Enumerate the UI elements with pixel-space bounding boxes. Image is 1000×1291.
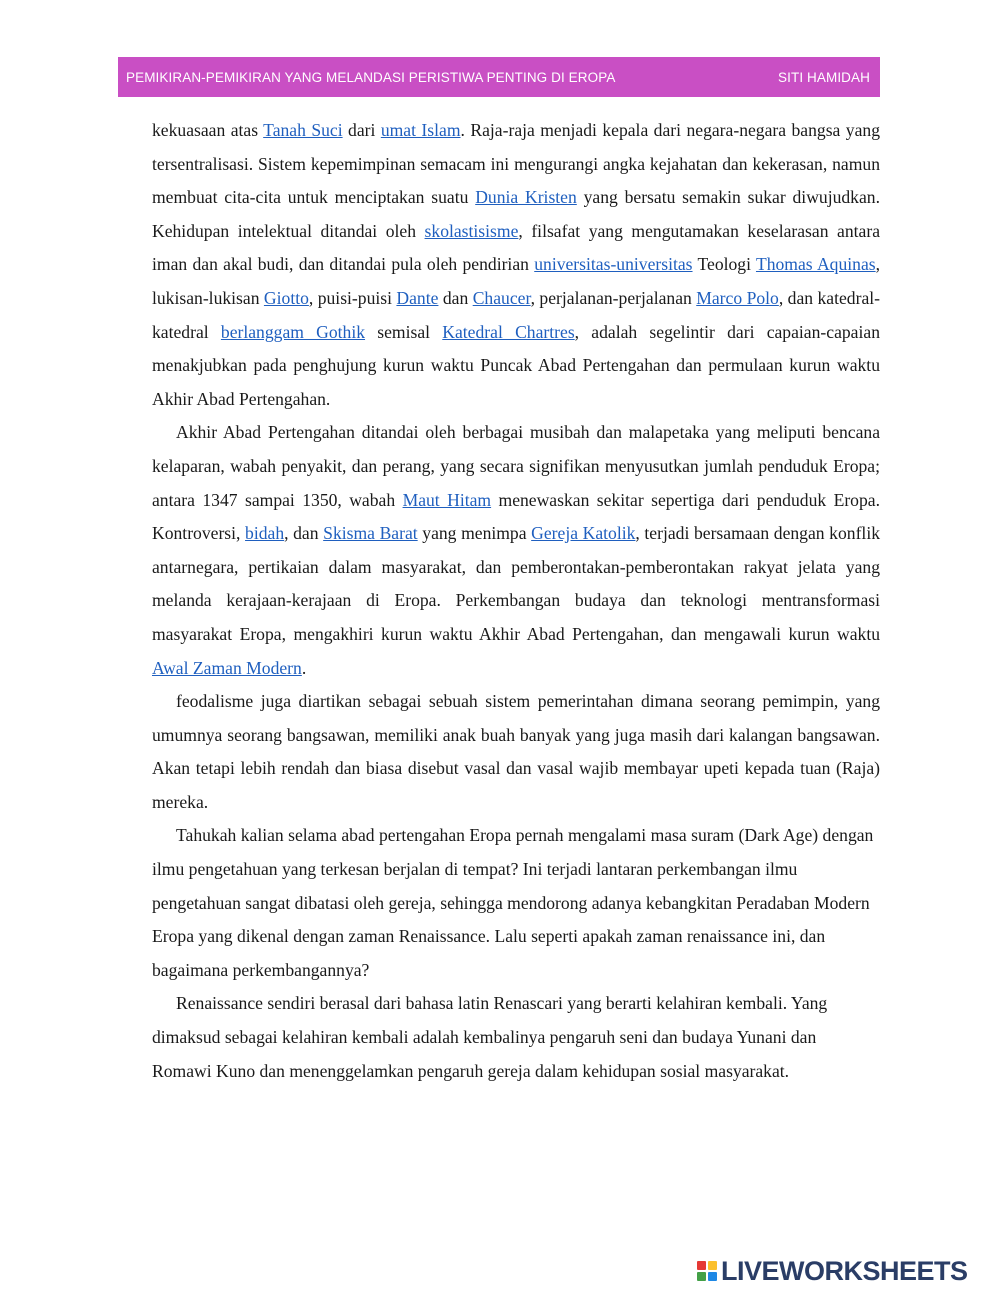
link-tanah-suci[interactable]: Tanah Suci: [263, 120, 343, 140]
text: , puisi-puisi: [308, 287, 397, 308]
header-author: SITI HAMIDAH: [778, 69, 870, 85]
link-dunia-kristen[interactable]: Dunia Kristen: [475, 187, 577, 208]
link-skolastisisme[interactable]: skolastisisme: [424, 220, 519, 241]
paragraph-3: feodalisme juga diartikan sebagai sebuah sistem pemerintahan dimana seorang pemimpin, yang umumnya seorang bangsawan, memiliki anak buah banyak yang juga masih dari kalangan bangsawan. Akan tetapi lebih rendah dan biasa disebut vasal dan vasal wajib membayar upeti kepada tuan (Raja) mereka.: [152, 691, 880, 812]
logo-square-green: [697, 1272, 706, 1281]
link-katedral-chartres[interactable]: Katedral Chartres: [442, 321, 575, 342]
text: , adalah segelintir dari capaian-capaian menakjubkan pada penghujung kurun waktu Puncak Abad Pertengahan dan permulaan kurun waktu Akhir Abad Pertengahan.: [152, 321, 880, 409]
text: dari: [342, 120, 381, 140]
text: semisal: [365, 321, 443, 342]
link-giotto[interactable]: Giotto: [263, 287, 309, 308]
text: yang menimpa: [417, 523, 532, 544]
logo-square-yellow: [708, 1261, 717, 1270]
text: menewaskan sekitar sepertiga dari penduduk Eropa. Kontroversi,: [152, 489, 880, 544]
text: Akhir Abad Pertengahan ditandai oleh berbagai musibah dan malapetaka yang meliputi bencana kelaparan, wabah penyakit, dan perang, yang secara signifikan menyusutkan jumlah penduduk Eropa; antara 1347 sampai 1350, wabah: [152, 422, 880, 510]
page-header: [118, 57, 880, 97]
text: , lukisan-lukisan: [152, 254, 881, 308]
text: . Raja-raja menjadi kepala dari negara-negara bangsa yang tersentralisasi. Sistem kepemimpinan semacam ini mengurangi angka kejahatan dan kekerasan, namun membuat cita-cita untuk menciptakan suatu: [152, 120, 880, 208]
link-universitas[interactable]: universitas-universitas: [534, 254, 693, 275]
link-skisma-barat[interactable]: Skisma Barat: [323, 523, 418, 544]
link-bidah[interactable]: bidah: [245, 523, 285, 544]
text: Teologi: [692, 254, 756, 275]
header-title: PEMIKIRAN-PEMIKIRAN YANG MELANDASI PERISTIWA PENTING DI EROPA: [126, 69, 616, 85]
link-dante[interactable]: Dante: [396, 287, 439, 308]
link-gereja-katolik[interactable]: Gereja Katolik: [531, 523, 636, 544]
text: , dan: [284, 523, 324, 544]
link-thomas-aquinas[interactable]: Thomas Aquinas: [755, 254, 876, 275]
link-marco-polo[interactable]: Marco Polo: [696, 287, 779, 308]
text: .: [301, 657, 307, 678]
paragraph-2: [152, 416, 880, 685]
logo-square-blue: [708, 1272, 717, 1281]
text: , perjalanan-perjalanan: [530, 287, 697, 308]
link-maut-hitam[interactable]: Maut Hitam: [402, 489, 492, 510]
link-umat-islam[interactable]: umat Islam: [380, 120, 461, 140]
text: yang bersatu semakin sukar diwujudkan. Kehidupan intelektual ditandai oleh: [152, 187, 880, 241]
text: kekuasaan atas: [152, 120, 264, 140]
logo-square-red: [697, 1261, 706, 1270]
paragraph-4: Tahukah kalian selama abad pertengahan Eropa pernah mengalami masa suram (Dark Age) dengan ilmu pengetahuan yang terkesan berjalan di tempat? Ini terjadi lantaran perkembangan ilmu pengetahuan sangat dibatasi oleh gereja, sehingga mendorong adanya kebangkitan Peradaban Modern Eropa yang dikenal dengan zaman Renaissance. Lalu seperti apakah zaman renaissance ini, dan bagaimana perkembangannya?: [152, 825, 874, 980]
text: , terjadi bersamaan dengan konflik antarnegara, pertikaian dalam masyarakat, dan pemberontakan-pemberontakan rakyat jelata yang melanda kerajaan-kerajaan di Eropa. Perkembangan budaya dan teknologi mentransformasi masyarakat Eropa, mengakhiri kurun waktu Akhir Abad Pertengahan, dan mengawali kurun waktu: [152, 523, 881, 644]
text: dan: [438, 287, 473, 308]
liveworksheets-logo: [697, 1256, 968, 1286]
link-awal-zaman-modern[interactable]: Awal Zaman Modern: [152, 657, 302, 678]
text: , filsafat yang mengutamakan keselarasan antara iman dan akal budi, dan ditandai pula oleh pendirian: [152, 220, 881, 275]
link-chaucer[interactable]: Chaucer: [472, 287, 531, 308]
logo-text: LIVEWORKSHEETS: [721, 1255, 968, 1286]
liveworksheets-logo-icon: [697, 1261, 717, 1281]
paragraph-1: [152, 114, 880, 416]
document-body: [152, 114, 880, 1088]
link-berlanggam-gothik[interactable]: berlanggam Gothik: [220, 321, 366, 342]
text: , dan katedral-katedral: [152, 287, 880, 342]
paragraph-5: Renaissance sendiri berasal dari bahasa latin Renascari yang berarti kelahiran kembali. Yang dimaksud sebagai kelahiran kembali adalah kembalinya pengaruh seni dan budaya Yunani dan Romawi Kuno dan menenggelamkan pengaruh gereja dalam kehidupan sosial masyarakat.: [152, 993, 828, 1081]
